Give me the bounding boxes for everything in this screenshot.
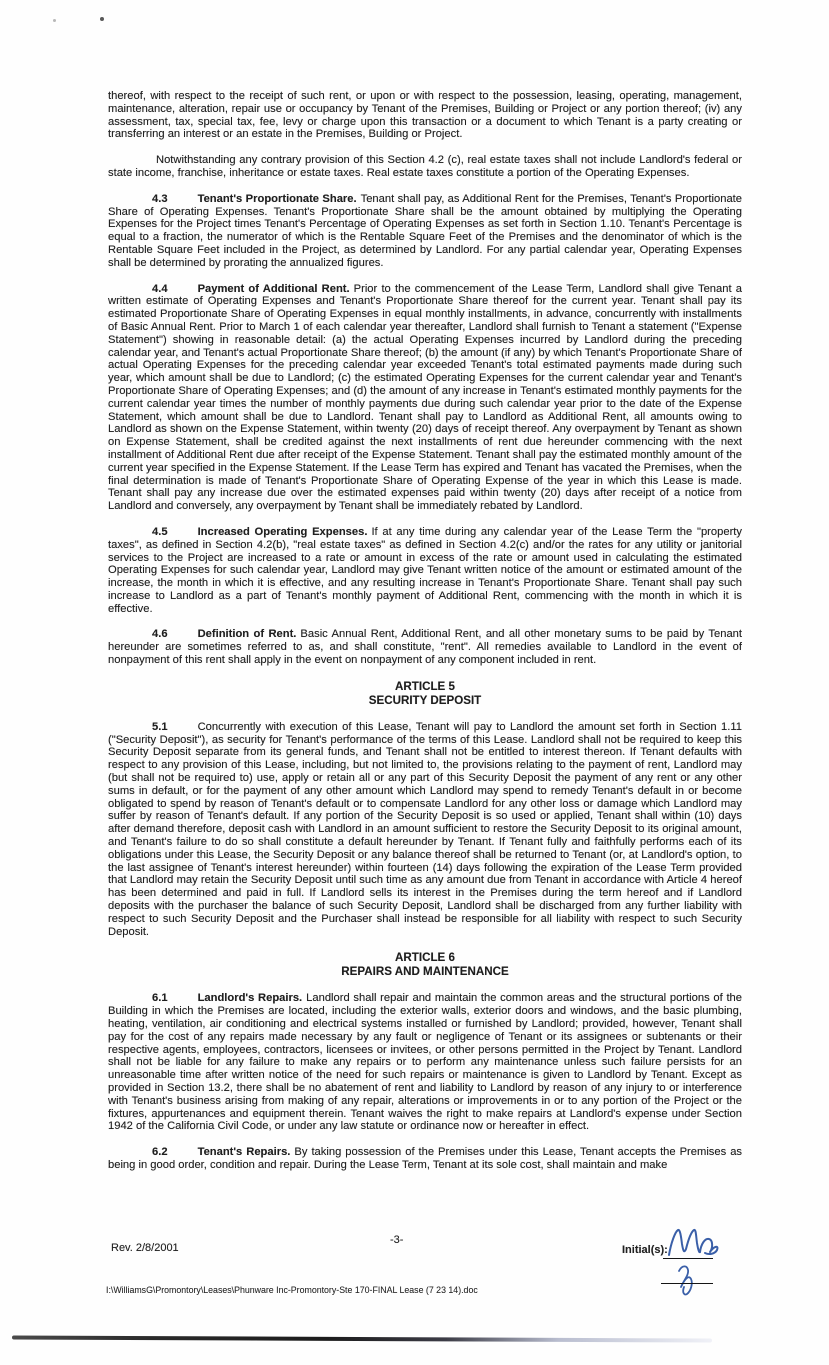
- paragraph-notwithstanding: Notwithstanding any contrary provision of this Section 4.2 (c), real estate taxes shall not include Landlord's federal or state income, franchise, inheritance or estate taxes. Real estate taxes constitute a portion of the Operating Expenses.: [108, 154, 742, 179]
- section-title: Tenant's Proportionate Share.: [197, 192, 357, 205]
- article-6-heading: [108, 951, 742, 979]
- handwritten-initials-1: [666, 1227, 720, 1259]
- section-title: Definition of Rent.: [197, 628, 297, 641]
- article-5-heading: [108, 680, 742, 708]
- section-body: By taking possession of the Premises under this Lease, Tenant accepts the Premises as being in good order, condition and repair. During the Lease Term, Tenant at its sole cost, shall maintain and make: [108, 1146, 743, 1171]
- article-title: REPAIRS AND MAINTENANCE: [341, 965, 509, 979]
- section-number: 5.1: [152, 720, 168, 733]
- article-title: SECURITY DEPOSIT: [368, 693, 482, 707]
- section-body: If at any time during any calendar year of the Lease Term the "property taxes", as defined in Section 4.2(b), "real estate taxes" as defined in Section 4.2(c) and/or the rates for any utility or janitorial services to the Project are increased to a rate or amount in excess of the rate or amount used in calculating the estimated Operating Expenses for such calendar year, Landlord may give Tenant written notice of the amount or estimated amount of the increase, the month in which it is effective, and any resulting increase in Tenant's Proportionate Share. Tenant shall pay such increase to Landlord as a part of Tenant's monthly payment of Additional Rent, commencing with the month in which it is effective.: [108, 525, 742, 615]
- section-number: 6.2: [152, 1146, 168, 1159]
- article-number: ARTICLE 5: [395, 679, 455, 693]
- scan-artifact-line: [12, 1335, 712, 1342]
- section-4-3: [108, 193, 742, 270]
- paragraph-continuation: thereof, with respect to the receipt of such rent, or upon or with respect to the possession, leasing, operating, management, maintenance, alteration, repair use or occupancy by Tenant of the Premises, Building or Project or any portion thereof; (iv) any assessment, tax, special tax, fee, levy or charge upon this transaction or a document to which Tenant is a party creating or transferring an interest or an estate in the Premises, Building or Project.: [108, 90, 742, 141]
- initials-line-2: [661, 1283, 713, 1284]
- footer-page-number: -3-: [390, 1234, 404, 1246]
- section-title: Tenant's Repairs.: [197, 1146, 291, 1159]
- section-number: 4.3: [152, 192, 168, 205]
- section-title: Payment of Additional Rent.: [197, 282, 350, 295]
- section-title: Increased Operating Expenses.: [197, 525, 368, 538]
- section-number: 4.4: [152, 282, 168, 295]
- article-number: ARTICLE 6: [395, 951, 455, 965]
- section-number: 6.1: [152, 992, 168, 1005]
- section-body: Basic Annual Rent, Additional Rent, and all other monetary sums to be paid by Tenant hereunder are sometimes referred to as, and shall constitute, "rent". All remedies available to Landlord in the event of nonpayment of this rent shall apply in the event on nonpayment of any component included in rent.: [108, 628, 743, 667]
- section-body: Prior to the commencement of the Lease Term, Landlord shall give Tenant a written estimate of Operating Expenses and Tenant's Proportionate Share thereof for the current year. Tenant shall pay its estimated Proportionate Share of Operating Expenses in equal monthly installments, in advance, concurrently with installments of Basic Annual Rent. Prior to March 1 of each calendar year thereafter, Landlord shall furnish to Tenant a statement ("Expense Statement") showing in reasonable detail: (a) the actual Operating Expenses incurred by Landlord during the preceding calendar year, and Tenant's actual Proportionate Share thereof; (b) the amount (if any) by which Tenant's Proportionate Share of actual Operating Expenses for the preceding calendar year exceeded Tenant's total estimated payments made during such year, which amount shall be due to Landlord; (c) the estimated Operating Expenses for the current calendar year and Tenant's Proportionate Share of Operating Expenses; and (d) the amount of any increase in Tenant's estimated monthly payments for the current calendar year times the number of monthly payments due during such calendar year prior to the date of the Expense Statement, which amount shall be due to Landlord. Tenant shall pay to Landlord as Additional Rent, all amounts owing to Landlord as shown on the Expense Statement, within twenty (20) days of receipt thereof. Any overpayment by Tenant as shown on Expense Statement, shall be credited against the next installments of rent due hereunder commencing with the next installment of Additional Rent due after receipt of the Expense Statement. Tenant shall pay the estimated monthly amount of the current year specified in the Expense Statement. If the Lease Term has expired and Tenant has vacated the Premises, when the final determination is made of Tenant's Proportionate Share of Operating Expense of the year in which this Lease is made. Tenant shall pay any increase due over the estimated expenses paid within twenty (20) days after receipt of a notice from Landlord and conversely, any overpayment by Tenant shall be immediately rebated by Landlord.: [108, 282, 742, 513]
- lease-text-block: [108, 90, 742, 1185]
- section-6-2: [108, 1146, 742, 1172]
- scan-speck: [100, 17, 104, 21]
- section-6-1: [108, 992, 742, 1133]
- footer-revision: Rev. 2/8/2001: [111, 1242, 179, 1254]
- footer-initials-label: Initial(s):: [622, 1244, 668, 1256]
- section-4-6: [108, 628, 742, 666]
- scan-speck: [53, 19, 56, 22]
- section-body: Landlord shall repair and maintain the common areas and the structural portions of the Building in which the Premises are located, including the exterior walls, exterior doors and windows, and the basic plumbing, heating, ventilation, air conditioning and electrical systems installed or furnished by Landlord; provided, however, Tenant shall pay for the cost of any repairs made necessary by any fault or negligence of Tenant or its assignees or subtenants or their respective agents, employees, contractors, licensees or invitees, or other persons permitted in the Project by Tenant. Landlord shall not be liable for any failure to make any repairs or to perform any maintenance unless such failure persists for an unreasonable time after written notice of the need for such repairs or maintenance is given to Landlord by Tenant. Except as provided in Section 13.2, there shall be no abatement of rent and liability to Landlord by reason of any injury to or interference with Tenant's business arising from making of any repair, alterations or improvements in or to any portion of the Project or the fixtures, appurtenances and equipment therein. Tenant waives the right to make repairs at Landlord's expense under Section 1942 of the California Civil Code, or under any law statute or ordinance now or hereafter in effect.: [108, 992, 742, 1133]
- initials-line-1: [663, 1258, 713, 1259]
- section-body: Tenant shall pay, as Additional Rent for the Premises, Tenant's Proportionate Share of Operating Expenses. Tenant's Proportionate Share shall be the amount obtained by multiplying the Operating Expenses for the Project times Tenant's Percentage of Operating Expenses as set forth in Section 1.10. Tenant's Percentage is equal to a fraction, the numerator of which is the Rentable Square Feet of the Premises and the denominator of which is the Rentable Square Feet included in the Project, as determined by Landlord. For any partial calendar year, Operating Expenses shall be determined by prorating the annualized figures.: [108, 192, 742, 269]
- footer-file-path: I:\WilliamsG\Promontory\Leases\Phunware Inc-Promontory-Ste 170-FINAL Lease (7 23 14).doc: [106, 1285, 478, 1295]
- section-number: 4.5: [152, 525, 168, 538]
- section-body: Concurrently with execution of this Lease, Tenant will pay to Landlord the amount set forth in Section 1.11 ("Security Deposit"), as security for Tenant's performance of the terms of this Lease. Landlord shall not be required to keep this Security Deposit separate from its general funds, and Tenant shall not be entitled to interest thereon. If Tenant defaults with respect to any provision of this Lease, including, but not limited to, the provisions relating to the payment of rent, Landlord may (but shall not be required to) use, apply or retain all or any part of this Security Deposit the payment of any rent or any other sums in default, or for the payment of any other amount which Landlord may spend to remedy Tenant's default in or become obligated to spend by reason of Tenant's default or to compensate Landlord for any other loss or damage which Landlord may suffer by reason of Tenant's default. If any portion of the Security Deposit is so used or applied, Tenant shall within (10) days after demand therefore, deposit cash with Landlord in an amount sufficient to restore the Security Deposit to its original amount, and Tenant's failure to do so shall constitute a default hereunder by Tenant. If Tenant fully and faithfully performs each of its obligations under this Lease, the Security Deposit or any balance thereof shall be returned to Tenant (or, at Landlord's option, to the last assignee of Tenant's interest hereunder) within fourteen (14) days following the expiration of the Lease Term provided that Landlord may retain the Security Deposit until such time as any amount due from Tenant in accordance with Article 4 hereof has been determined and paid in full. If Landlord sells its interest in the Premises during the term hereof and if Landlord deposits with the purchaser the balance of such Security Deposit, Landlord shall be discharged from any further liability with respect to such Security Deposit and the Purchaser shall instead be responsible for all liability with respect to such Security Deposit.: [108, 720, 742, 938]
- section-4-5: [108, 526, 742, 616]
- handwritten-initials-2: [673, 1263, 703, 1297]
- section-5-1: [108, 721, 742, 939]
- section-title: Landlord's Repairs.: [197, 992, 303, 1005]
- section-number: 4.6: [152, 628, 168, 641]
- section-4-4: [108, 283, 742, 513]
